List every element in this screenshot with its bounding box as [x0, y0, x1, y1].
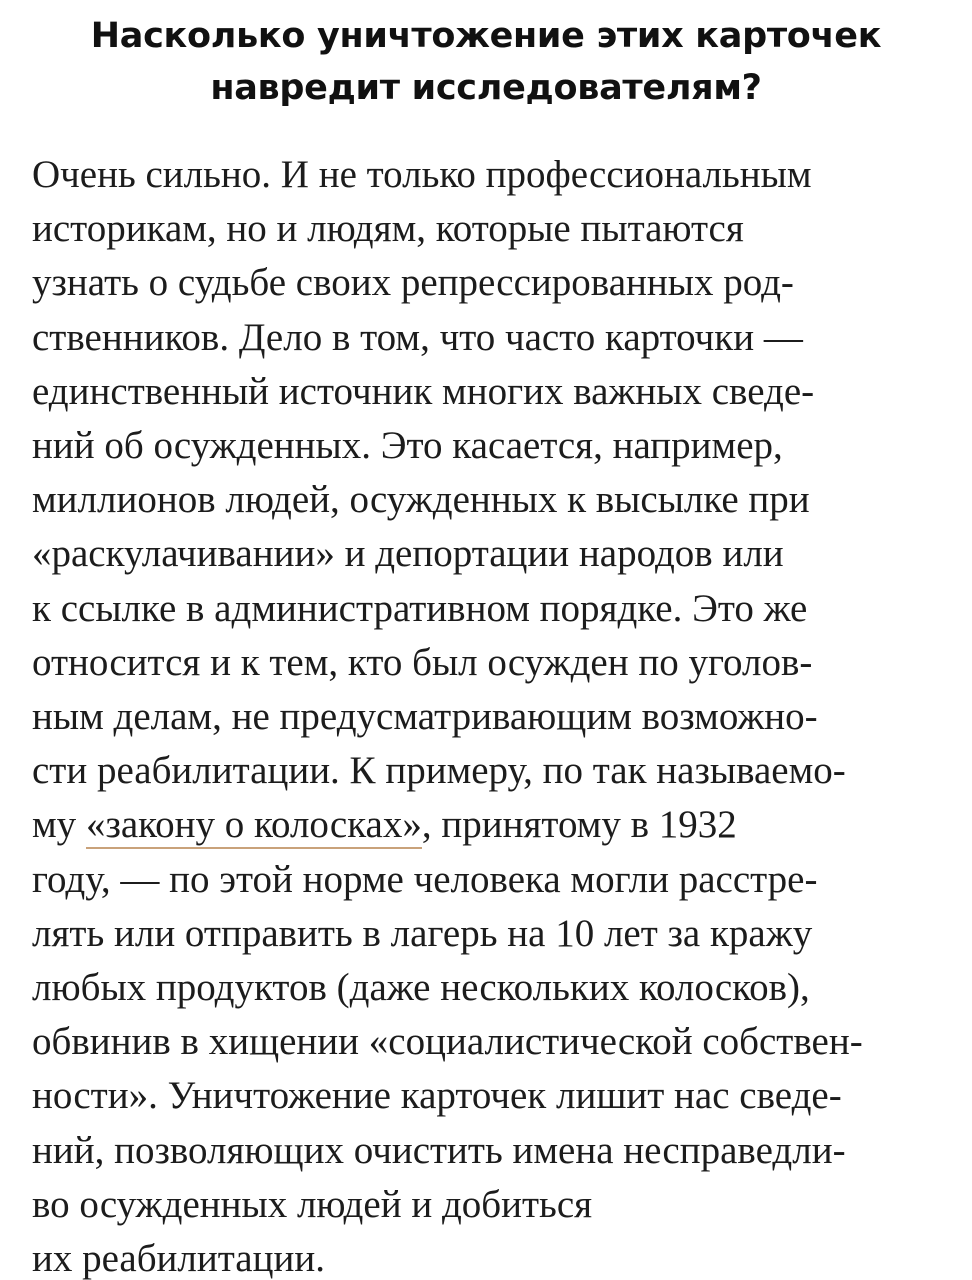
article-line: ным делам, не предусматривающим возможно-	[32, 695, 818, 739]
article-line: обвинив в хищении «социалистической собствен-	[32, 1020, 863, 1064]
article-line: любых продуктов (даже нескольких колосков),	[32, 966, 810, 1010]
article-heading	[0, 10, 972, 114]
article-line: ний об осужденных. Это касается, например,	[32, 424, 783, 468]
heading-line-2: навредит исследователям?	[210, 68, 762, 108]
article-body	[32, 148, 952, 1280]
article-line: лять или отправить в лагерь на 10 лет за кражу	[32, 911, 813, 955]
line-text-after-link: , принятому в 1932	[421, 803, 737, 847]
article-line: узнать о судьбе своих репрессированных род-	[32, 261, 794, 305]
line-text-before-link: му	[32, 803, 86, 847]
article-line: году, — по этой норме человека могли расстре-	[32, 857, 818, 901]
article-line: их реабилитации.	[32, 1237, 325, 1280]
article-line: ности». Уничтожение карточек лишит нас сведе-	[32, 1074, 842, 1118]
article-line: единственный источник многих важных сведе-	[32, 369, 815, 413]
article-line: Очень сильно. И не только профессиональным	[32, 153, 812, 196]
article-line: историкам, но и людям, которые пытаются	[32, 207, 744, 251]
article-line: во осужденных людей и добиться	[32, 1182, 593, 1226]
article-line: «раскулачивании» и депортации народов или	[32, 532, 784, 576]
heading-line-1: Насколько уничтожение этих карточек	[90, 16, 882, 56]
article-line-with-link	[32, 798, 952, 852]
article-line: ний, позволяющих очистить имена несправедли-	[32, 1128, 846, 1172]
article-line: сти реабилитации. К примеру, по так называемо-	[32, 749, 846, 793]
article-line: миллионов людей, осужденных к высылке при	[32, 478, 810, 522]
article-line: относится и к тем, кто был осужден по уголов-	[32, 640, 813, 684]
article-line: ственников. Дело в том, что часто карточки —	[32, 315, 803, 359]
article-line: к ссылке в административном порядке. Это же	[32, 586, 808, 630]
law-on-spikelets-link[interactable]: «закону о колосках»	[86, 803, 422, 849]
